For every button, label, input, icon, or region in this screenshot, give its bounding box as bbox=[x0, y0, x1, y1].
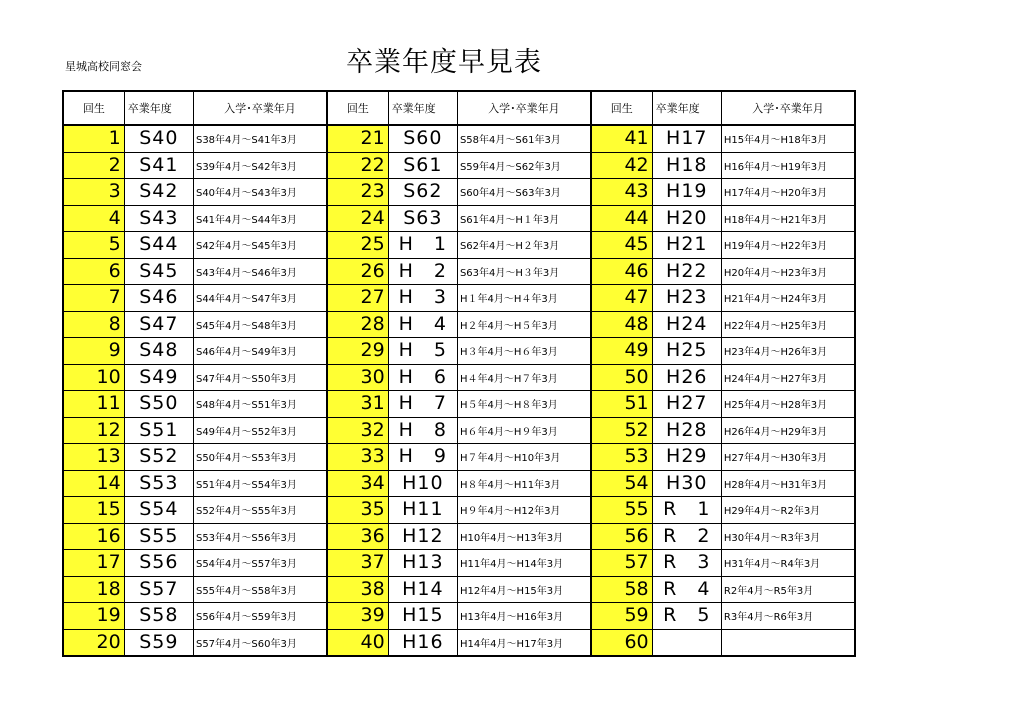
period-cell: H６年4月～H９年3月 bbox=[457, 417, 591, 444]
nendo-cell: H 8 bbox=[388, 417, 457, 444]
kai-cell: 34 bbox=[327, 470, 388, 497]
period-cell: H19年4月～H22年3月 bbox=[721, 232, 855, 259]
period-cell: S46年4月～S49年3月 bbox=[193, 338, 327, 365]
table-row bbox=[63, 232, 855, 259]
period-cell: S53年4月～S56年3月 bbox=[193, 523, 327, 550]
period-cell: H10年4月～H13年3月 bbox=[457, 523, 591, 550]
period-cell: S40年4月～S43年3月 bbox=[193, 179, 327, 206]
period-cell: H17年4月～H20年3月 bbox=[721, 179, 855, 206]
kai-cell: 7 bbox=[63, 285, 124, 312]
nendo-cell: H29 bbox=[652, 444, 721, 471]
kai-cell: 59 bbox=[591, 603, 652, 630]
nendo-cell: S44 bbox=[124, 232, 193, 259]
nendo-cell: H14 bbox=[388, 576, 457, 603]
kai-cell: 36 bbox=[327, 523, 388, 550]
nendo-cell: S42 bbox=[124, 179, 193, 206]
kai-cell: 45 bbox=[591, 232, 652, 259]
nendo-cell: H 6 bbox=[388, 364, 457, 391]
kai-cell: 29 bbox=[327, 338, 388, 365]
table-row bbox=[63, 550, 855, 577]
period-cell: S54年4月～S57年3月 bbox=[193, 550, 327, 577]
period-cell: H４年4月～H７年3月 bbox=[457, 364, 591, 391]
period-cell: H２年4月～H５年3月 bbox=[457, 311, 591, 338]
period-cell: S55年4月～S58年3月 bbox=[193, 576, 327, 603]
kai-cell: 56 bbox=[591, 523, 652, 550]
period-cell: H24年4月～H27年3月 bbox=[721, 364, 855, 391]
header-period: 入学･卒業年月 bbox=[721, 91, 855, 125]
kai-cell: 5 bbox=[63, 232, 124, 259]
kai-cell: 6 bbox=[63, 258, 124, 285]
table-row bbox=[63, 576, 855, 603]
period-cell: H13年4月～H16年3月 bbox=[457, 603, 591, 630]
period-cell: S45年4月～S48年3月 bbox=[193, 311, 327, 338]
kai-cell: 19 bbox=[63, 603, 124, 630]
nendo-cell: S58 bbox=[124, 603, 193, 630]
kai-cell: 8 bbox=[63, 311, 124, 338]
nendo-cell: S62 bbox=[388, 179, 457, 206]
table-row bbox=[63, 338, 855, 365]
kai-cell: 51 bbox=[591, 391, 652, 418]
period-cell: S58年4月～S61年3月 bbox=[457, 125, 591, 152]
kai-cell: 16 bbox=[63, 523, 124, 550]
table-row bbox=[63, 444, 855, 471]
period-cell: H８年4月～H11年3月 bbox=[457, 470, 591, 497]
nendo-cell: S50 bbox=[124, 391, 193, 418]
table-row bbox=[63, 311, 855, 338]
kai-cell: 15 bbox=[63, 497, 124, 524]
period-cell: H27年4月～H30年3月 bbox=[721, 444, 855, 471]
kai-cell: 25 bbox=[327, 232, 388, 259]
kai-cell: 14 bbox=[63, 470, 124, 497]
nendo-cell: H 3 bbox=[388, 285, 457, 312]
period-cell: H22年4月～H25年3月 bbox=[721, 311, 855, 338]
nendo-cell: H18 bbox=[652, 152, 721, 179]
graduation-year-table bbox=[62, 90, 856, 657]
table-row bbox=[63, 285, 855, 312]
nendo-cell: S47 bbox=[124, 311, 193, 338]
nendo-cell: R 5 bbox=[652, 603, 721, 630]
table-row bbox=[63, 417, 855, 444]
period-cell: H31年4月～R4年3月 bbox=[721, 550, 855, 577]
nendo-cell: H12 bbox=[388, 523, 457, 550]
nendo-cell: S45 bbox=[124, 258, 193, 285]
period-cell: R2年4月～R5年3月 bbox=[721, 576, 855, 603]
page-title: 卒業年度早見表 bbox=[346, 47, 542, 78]
nendo-cell: S48 bbox=[124, 338, 193, 365]
period-cell: H28年4月～H31年3月 bbox=[721, 470, 855, 497]
kai-cell: 40 bbox=[327, 629, 388, 656]
kai-cell: 43 bbox=[591, 179, 652, 206]
period-cell: S49年4月～S52年3月 bbox=[193, 417, 327, 444]
table-row bbox=[63, 152, 855, 179]
nendo-cell: R 3 bbox=[652, 550, 721, 577]
nendo-cell: R 1 bbox=[652, 497, 721, 524]
nendo-cell: H23 bbox=[652, 285, 721, 312]
table-row bbox=[63, 497, 855, 524]
kai-cell: 39 bbox=[327, 603, 388, 630]
organization-name: 星城高校同窓会 bbox=[65, 60, 142, 73]
nendo-cell: S51 bbox=[124, 417, 193, 444]
kai-cell: 55 bbox=[591, 497, 652, 524]
kai-cell: 23 bbox=[327, 179, 388, 206]
nendo-cell: H25 bbox=[652, 338, 721, 365]
kai-cell: 18 bbox=[63, 576, 124, 603]
nendo-cell: S54 bbox=[124, 497, 193, 524]
header-nendo: 卒業年度 bbox=[388, 91, 457, 125]
period-cell: S41年4月～S44年3月 bbox=[193, 205, 327, 232]
table-row bbox=[63, 470, 855, 497]
nendo-cell: H 4 bbox=[388, 311, 457, 338]
nendo-cell: H11 bbox=[388, 497, 457, 524]
period-cell: H21年4月～H24年3月 bbox=[721, 285, 855, 312]
period-cell: S42年4月～S45年3月 bbox=[193, 232, 327, 259]
kai-cell: 48 bbox=[591, 311, 652, 338]
period-cell: S51年4月～S54年3月 bbox=[193, 470, 327, 497]
table-row bbox=[63, 364, 855, 391]
period-cell: H15年4月～H18年3月 bbox=[721, 125, 855, 152]
period-cell: H14年4月～H17年3月 bbox=[457, 629, 591, 656]
header-period: 入学･卒業年月 bbox=[457, 91, 591, 125]
kai-cell: 52 bbox=[591, 417, 652, 444]
period-cell: H29年4月～R2年3月 bbox=[721, 497, 855, 524]
header-nendo: 卒業年度 bbox=[652, 91, 721, 125]
nendo-cell: S61 bbox=[388, 152, 457, 179]
period-cell: S44年4月～S47年3月 bbox=[193, 285, 327, 312]
nendo-cell: S40 bbox=[124, 125, 193, 152]
period-cell: H18年4月～H21年3月 bbox=[721, 205, 855, 232]
kai-cell: 3 bbox=[63, 179, 124, 206]
kai-cell: 33 bbox=[327, 444, 388, 471]
period-cell: S52年4月～S55年3月 bbox=[193, 497, 327, 524]
kai-cell: 12 bbox=[63, 417, 124, 444]
kai-cell: 2 bbox=[63, 152, 124, 179]
kai-cell: 30 bbox=[327, 364, 388, 391]
header-nendo: 卒業年度 bbox=[124, 91, 193, 125]
kai-cell: 41 bbox=[591, 125, 652, 152]
period-cell: S63年4月～H３年3月 bbox=[457, 258, 591, 285]
nendo-cell bbox=[652, 629, 721, 656]
kai-cell: 35 bbox=[327, 497, 388, 524]
nendo-cell: H 7 bbox=[388, 391, 457, 418]
period-cell: H１年4月～H４年3月 bbox=[457, 285, 591, 312]
period-cell: H26年4月～H29年3月 bbox=[721, 417, 855, 444]
period-cell: H30年4月～R3年3月 bbox=[721, 523, 855, 550]
nendo-cell: H 5 bbox=[388, 338, 457, 365]
kai-cell: 1 bbox=[63, 125, 124, 152]
period-cell bbox=[721, 629, 855, 656]
nendo-cell: H28 bbox=[652, 417, 721, 444]
kai-cell: 38 bbox=[327, 576, 388, 603]
period-cell: S62年4月～H２年3月 bbox=[457, 232, 591, 259]
nendo-cell: H30 bbox=[652, 470, 721, 497]
kai-cell: 47 bbox=[591, 285, 652, 312]
kai-cell: 58 bbox=[591, 576, 652, 603]
period-cell: S38年4月～S41年3月 bbox=[193, 125, 327, 152]
table-row bbox=[63, 629, 855, 656]
kai-cell: 28 bbox=[327, 311, 388, 338]
period-cell: H23年4月～H26年3月 bbox=[721, 338, 855, 365]
header-kai: 回生 bbox=[591, 91, 652, 125]
header-period: 入学･卒業年月 bbox=[193, 91, 327, 125]
kai-cell: 4 bbox=[63, 205, 124, 232]
kai-cell: 11 bbox=[63, 391, 124, 418]
kai-cell: 26 bbox=[327, 258, 388, 285]
kai-cell: 57 bbox=[591, 550, 652, 577]
nendo-cell: H24 bbox=[652, 311, 721, 338]
period-cell: R3年4月～R6年3月 bbox=[721, 603, 855, 630]
period-cell: H３年4月～H６年3月 bbox=[457, 338, 591, 365]
nendo-cell: H22 bbox=[652, 258, 721, 285]
kai-cell: 44 bbox=[591, 205, 652, 232]
nendo-cell: H19 bbox=[652, 179, 721, 206]
period-cell: H25年4月～H28年3月 bbox=[721, 391, 855, 418]
nendo-cell: H 2 bbox=[388, 258, 457, 285]
table-row bbox=[63, 258, 855, 285]
kai-cell: 27 bbox=[327, 285, 388, 312]
kai-cell: 50 bbox=[591, 364, 652, 391]
nendo-cell: S52 bbox=[124, 444, 193, 471]
table-row bbox=[63, 391, 855, 418]
period-cell: S59年4月～S62年3月 bbox=[457, 152, 591, 179]
nendo-cell: H16 bbox=[388, 629, 457, 656]
nendo-cell: H15 bbox=[388, 603, 457, 630]
period-cell: S56年4月～S59年3月 bbox=[193, 603, 327, 630]
header-row bbox=[63, 91, 855, 125]
nendo-cell: S57 bbox=[124, 576, 193, 603]
period-cell: S39年4月～S42年3月 bbox=[193, 152, 327, 179]
nendo-cell: H 1 bbox=[388, 232, 457, 259]
nendo-cell: S55 bbox=[124, 523, 193, 550]
kai-cell: 46 bbox=[591, 258, 652, 285]
period-cell: S48年4月～S51年3月 bbox=[193, 391, 327, 418]
period-cell: H５年4月～H８年3月 bbox=[457, 391, 591, 418]
period-cell: S60年4月～S63年3月 bbox=[457, 179, 591, 206]
period-cell: H12年4月～H15年3月 bbox=[457, 576, 591, 603]
nendo-cell: S53 bbox=[124, 470, 193, 497]
nendo-cell: H20 bbox=[652, 205, 721, 232]
nendo-cell: H13 bbox=[388, 550, 457, 577]
nendo-cell: S63 bbox=[388, 205, 457, 232]
nendo-cell: H 9 bbox=[388, 444, 457, 471]
nendo-cell: S46 bbox=[124, 285, 193, 312]
kai-cell: 20 bbox=[63, 629, 124, 656]
kai-cell: 31 bbox=[327, 391, 388, 418]
period-cell: S47年4月～S50年3月 bbox=[193, 364, 327, 391]
table-row bbox=[63, 523, 855, 550]
period-cell: H11年4月～H14年3月 bbox=[457, 550, 591, 577]
period-cell: H20年4月～H23年3月 bbox=[721, 258, 855, 285]
nendo-cell: H26 bbox=[652, 364, 721, 391]
nendo-cell: S56 bbox=[124, 550, 193, 577]
kai-cell: 53 bbox=[591, 444, 652, 471]
period-cell: S43年4月～S46年3月 bbox=[193, 258, 327, 285]
nendo-cell: S49 bbox=[124, 364, 193, 391]
kai-cell: 9 bbox=[63, 338, 124, 365]
nendo-cell: H21 bbox=[652, 232, 721, 259]
kai-cell: 10 bbox=[63, 364, 124, 391]
period-cell: H16年4月～H19年3月 bbox=[721, 152, 855, 179]
header-kai: 回生 bbox=[327, 91, 388, 125]
kai-cell: 37 bbox=[327, 550, 388, 577]
table-row bbox=[63, 205, 855, 232]
nendo-cell: S41 bbox=[124, 152, 193, 179]
kai-cell: 42 bbox=[591, 152, 652, 179]
period-cell: S50年4月～S53年3月 bbox=[193, 444, 327, 471]
nendo-cell: S59 bbox=[124, 629, 193, 656]
kai-cell: 13 bbox=[63, 444, 124, 471]
nendo-cell: H27 bbox=[652, 391, 721, 418]
nendo-cell: R 4 bbox=[652, 576, 721, 603]
nendo-cell: S60 bbox=[388, 125, 457, 152]
kai-cell: 21 bbox=[327, 125, 388, 152]
kai-cell: 24 bbox=[327, 205, 388, 232]
nendo-cell: R 2 bbox=[652, 523, 721, 550]
nendo-cell: H17 bbox=[652, 125, 721, 152]
period-cell: H７年4月～H10年3月 bbox=[457, 444, 591, 471]
kai-cell: 22 bbox=[327, 152, 388, 179]
nendo-cell: H10 bbox=[388, 470, 457, 497]
kai-cell: 17 bbox=[63, 550, 124, 577]
nendo-cell: S43 bbox=[124, 205, 193, 232]
period-cell: S57年4月～S60年3月 bbox=[193, 629, 327, 656]
table-row bbox=[63, 125, 855, 152]
table-row bbox=[63, 603, 855, 630]
kai-cell: 54 bbox=[591, 470, 652, 497]
kai-cell: 49 bbox=[591, 338, 652, 365]
kai-cell: 60 bbox=[591, 629, 652, 656]
kai-cell: 32 bbox=[327, 417, 388, 444]
table-row bbox=[63, 179, 855, 206]
period-cell: S61年4月～H１年3月 bbox=[457, 205, 591, 232]
period-cell: H９年4月～H12年3月 bbox=[457, 497, 591, 524]
header-kai: 回生 bbox=[63, 91, 124, 125]
